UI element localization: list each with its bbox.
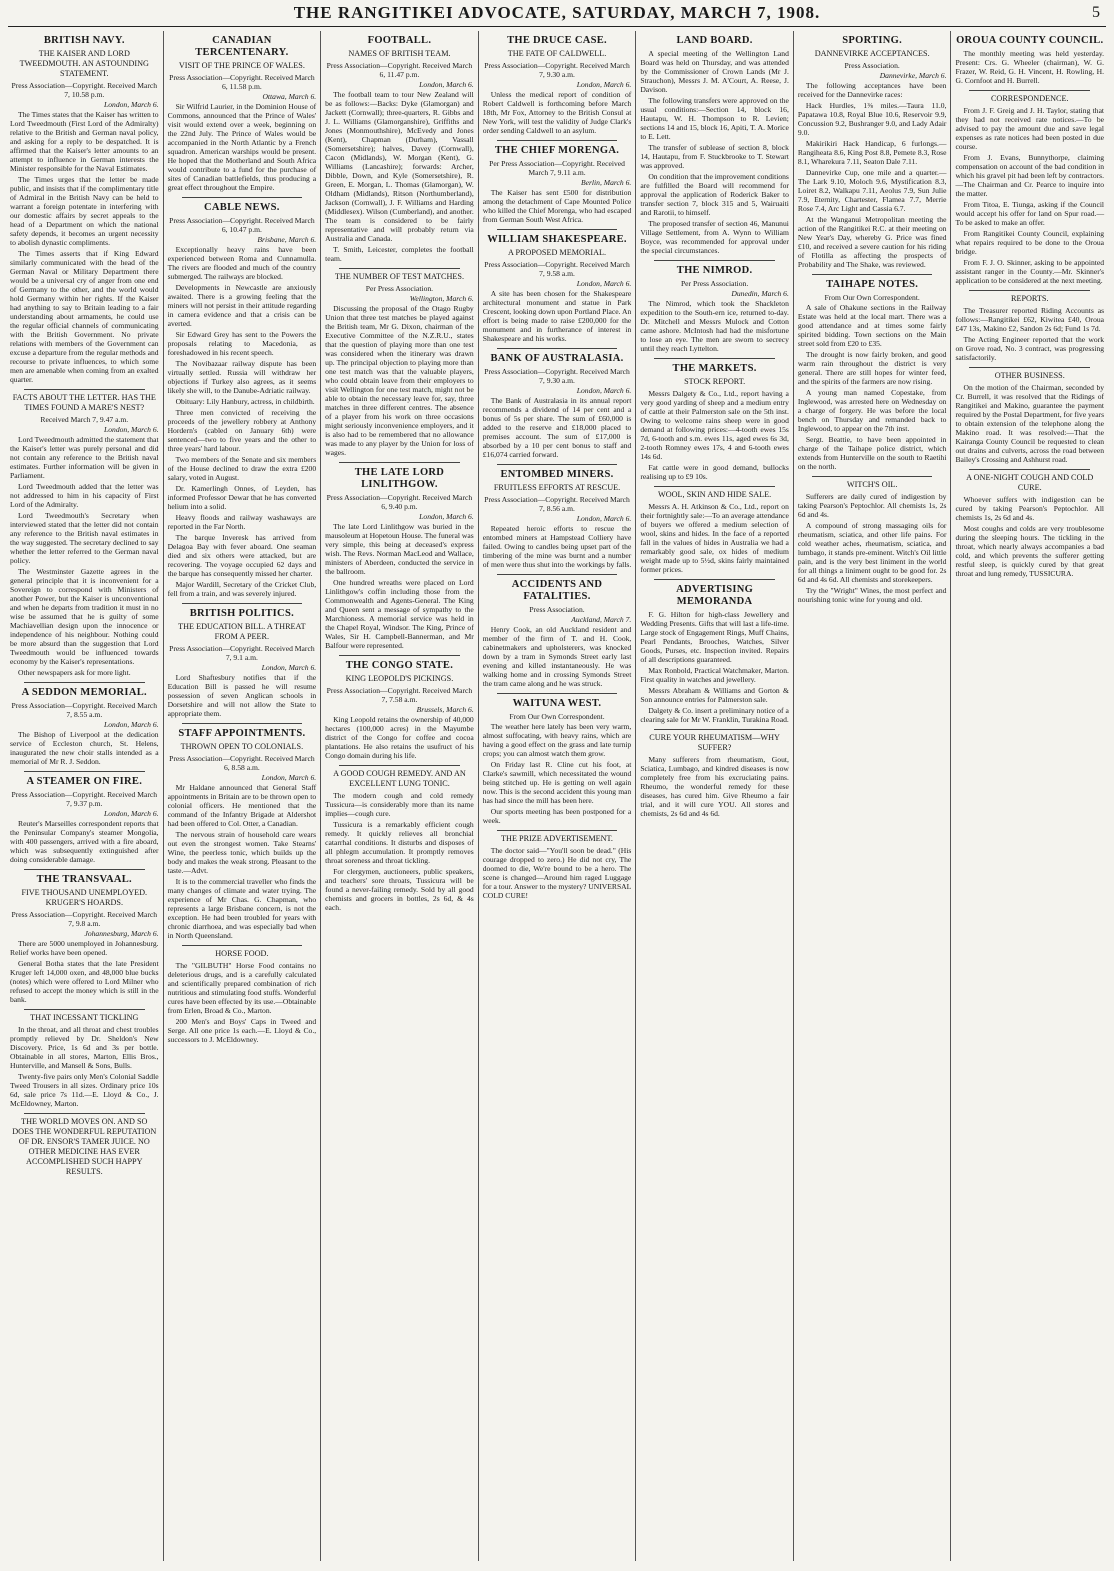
article-paragraph: Sir Wilfrid Laurier, in the Dominion House of Commons, announced that the Prince of Wales' visit would extend over a week, beginning on the 22nd July. The Prince of Wales would be accompanied in the North Atlantic by a French squadron. American warships would be present. He hoped that the Motherland and South Africa would contribute to a fund for the purchase of sites of Canadian battlefields, thus producing a great effect throughout the Empire. [167, 102, 317, 192]
divider-rule [812, 476, 933, 477]
article [10, 771, 159, 864]
divider-rule [654, 579, 775, 580]
article-paragraph: Lord Shaftesbury notifies that if the Education Bill is passed he will resume possession of seven Anglican schools in Dorsetshire and will not allow the State to appropriate them. [167, 673, 317, 718]
article-headline: THE CONGO STATE. [345, 660, 454, 671]
article-headline: CABLE NEWS. [204, 202, 280, 213]
article-paragraph: The Treasurer reported Riding Accounts as follows:—Rangitikei £62, Kiwitea £40, Oroua £47 13s, Makino £2, Sandon 2s 6d; Fund 1s 7d. [955, 306, 1105, 333]
article-subheading: OTHER BUSINESS. [994, 371, 1065, 380]
article [483, 35, 632, 135]
column-5 [636, 31, 794, 1561]
divider-rule [497, 693, 618, 694]
article [955, 90, 1104, 285]
article-dateline: London, March 6. [104, 425, 159, 434]
article-paragraph: Obituary: Lily Hanbury, actress, in childbirth. [175, 397, 315, 406]
article-credit: Press Association—Copyright. Received March 6, 10.47 p.m. [169, 216, 315, 234]
article [168, 603, 317, 718]
article-headline: OROUA COUNTY COUNCIL. [956, 35, 1104, 46]
article-paragraph: The weather here lately has been very warm, almost suffocating, with heavy rains, which are having a good effect on the grass and late turnip crops; you can almost watch them grow. [482, 722, 632, 758]
article [168, 35, 317, 192]
article-dateline: Auckland, March 7. [571, 615, 632, 624]
article-credit: Press Association—Copyright. Received March 7, 9.37 p.m. [11, 790, 158, 808]
divider-rule [654, 729, 775, 730]
article-headline: BANK OF AUSTRALASIA. [490, 353, 624, 364]
divider-rule [182, 723, 303, 724]
article [483, 348, 632, 459]
article-subheading: THE PRIZE ADVERTISEMENT. [501, 834, 613, 843]
article-headline: ACCIDENTS AND FATALITIES. [511, 579, 603, 602]
article-paragraph: Lord Tweedmouth added that the letter was not addressed to him in his capacity of First Lord of the Admiralty. [10, 482, 159, 509]
article-subheading: CORRESPONDENCE. [990, 94, 1069, 103]
article-paragraph: Messrs Abraham & Williams and Gorton & Son announce entries for Palmerston sale. [640, 686, 789, 704]
article-subheading: VISIT OF THE PRINCE OF WALES. [178, 61, 305, 70]
article-paragraph: Most coughs and colds are very troublesome during the sleeping hours. The tickling in the throat, which nearly always accompanies a bad cold, and which prevents the sufferer getting restful sleep, is quickly cured by that great throat and lung remedy, TUSSICURA. [955, 524, 1105, 578]
divider-rule [812, 274, 933, 275]
article-paragraph: The late Lord Linlithgow was buried in the mausoleum at Hopetoun House. The funeral was very simple, this being at deceased's express wish. The Revs. Norman MacLeod and Wallace, ministers of Aberdeen, conducted the service in the ballroom. [325, 522, 474, 576]
divider-rule [497, 229, 618, 230]
article-headline: ADVERTISING MEMORANDA [676, 584, 754, 607]
article-credit: Press Association—Copyright. Received March 6, 11.58 p.m. [169, 73, 315, 91]
divider-rule [24, 682, 145, 683]
article-paragraph: Sergt. Beattie, to have been appointed in charge of the Taihape police district, which extends from Hunterville on the south to Raetihi on the north. [797, 435, 947, 471]
article [10, 1009, 159, 1108]
article-headline: THE TRANSVAAL. [36, 874, 132, 885]
article-credit: Press Association—Copyright. Received March 7, 9.8 a.m. [11, 910, 158, 928]
article-paragraph: Heavy floods and railway washaways are reported in the Far North. [167, 513, 317, 531]
article-headline: WAITUNA WEST. [512, 698, 602, 709]
article-subheading: KING LEOPOLD'S PICKINGS. [345, 674, 454, 683]
article-paragraph: For clergymen, auctioneers, public speakers, and teachers' sore throats, Tussicura will be found a never-failing remedy. Sold by all good chemists and grocers in bottles, 2s 6d, & 4s each. [325, 867, 474, 912]
article-subheading: CURE YOUR RHEUMATISM—WHY SUFFER? [649, 733, 780, 752]
article-paragraph: The Nimrod, which took the Shackleton expedition to the South-ern ice, returned to-day. Dr. Mitchell and Messrs Mulock and Cotton came ashore. McIntosh had had the misfortune to lose an eye. The men are sworn to secrecy until they reach Lyttelton. [640, 299, 789, 353]
article-dateline: London, March 6. [576, 80, 632, 89]
article-paragraph: T. Smith, Leicester, completes the football team. [325, 245, 474, 263]
article-paragraph: Whoever suffers with indigestion can be cured by taking Pearson's Peptochlor. All chemists 1s, 2s 6d and 4s. [955, 495, 1105, 522]
divider-rule [497, 464, 618, 465]
article-credit: Press Association—Copyright. Received March 7, 9.1 a.m. [169, 644, 315, 662]
article-paragraph: Repeated heroic efforts to rescue the entombed miners at Hampstead Colliery have failed. Owing to candles being upset part of the timbering of the mine was burnt and a number of men were thus shut into the workings by falls. [482, 524, 632, 569]
article-paragraph: The Times states that the Kaiser has written to Lord Tweedmouth (First Lord of the Admiralty) relative to the British and German naval policy, and asking for a reply to be despatched. It is affirmed that the Kaiser's letter amounts to an attempt to influence in German interests the Minister responsible for the Naval Estimates. [10, 110, 159, 173]
article-subheading: HORSE FOOD. [215, 949, 269, 958]
article-credit: Press Association—Copyright. Received March 7, 8.55 a.m. [11, 701, 158, 719]
divider-rule [24, 389, 145, 390]
article-subheading: A PROPOSED MEMORIAL. [508, 248, 607, 257]
article-paragraph: Sufferers are daily cured of indigestion by taking Pearson's Peptochlor. All chemists 1s, 2s 6d and 4s. [797, 492, 947, 519]
article [483, 830, 632, 900]
divider-rule [24, 1009, 145, 1010]
article-dateline: London, March 6. [104, 809, 159, 818]
article-subheading: NAMES OF BRITISH TEAM. [348, 49, 451, 58]
column-3 [321, 31, 479, 1561]
article-paragraph: The doctor said—"You'll soon be dead." (His courage dropped to zero.) He did not cry, The doomed to die, We're bound to be a hero. The scene is changed—Around him raged Luggage for a tour. Answer to the mystery? UNIVERSAL COLD CURE! [482, 846, 632, 900]
article-headline: THE LATE LORD LINLITHGOW. [354, 467, 445, 490]
divider-rule [339, 765, 460, 766]
article-paragraph: The Westminster Gazette agrees in the general principle that it is inconvenient for a Sovereign to correspond with Ministers of another Power, but the Kaiser is unconventional and when he departs from tradition it must in no wise be assumed that he is guilty of some Machiavellian design upon the innocence or independence of his neighbour. Nothing could be more absurd than the suggestion that Lord Tweedmouth would be influenced towards economy by the Kaiser's representations. [10, 567, 159, 666]
article-headline: LAND BOARD. [676, 35, 753, 46]
article-credit: Press Association—Copyright. Received March 7, 9.58 a.m. [484, 260, 630, 278]
article-subheading: WITCH'S OIL. [846, 480, 898, 489]
article-paragraph: From Titoa, E. Tiunga, asking if the Council would accept his offer for land on Spur road.—To be asked to make an offer. [955, 200, 1105, 227]
article [798, 476, 947, 604]
article-paragraph: In the throat, and all throat and chest troubles promptly relieved by Dr. Sheldon's New Discovery. Price, 1s 6d and 3s per bottle. Obtainable in all stores, Marton, Ellis Bros., Hunterville, and Mansell & Sons, Bulls. [10, 1025, 159, 1070]
article [10, 35, 159, 384]
article-paragraph: Three men convicted of receiving the proceeds of the jewellery robbery at Anthony Hordern's (cabled on January 6th) were sentenced—two to five years and the other to three years' hard labour. [167, 408, 317, 453]
article-headline: STAFF APPOINTMENTS. [178, 728, 306, 739]
article-headline: WILLIAM SHAKESPEARE. [487, 234, 627, 245]
article-paragraph: The Times asserts that if King Edward similarly communicated with the head of the German Naval or Military Department there would be a universal cry of anger from one end of Germany to the other, and the world would hold Germany within her rights. If the Kaiser had anything to say to Britain leading to a fair understanding about armaments, he could use the regular official channels of communicating with the British Government. No private relations with members of the Government can excuse a departure from the regular methods and recourse to private influences, to which some men are amenable when coming from an exalted quarter. [10, 249, 159, 384]
article-paragraph: Other newspapers ask for more light. [18, 668, 131, 677]
article-subheading: REPORTS. [1011, 294, 1049, 303]
article [955, 290, 1104, 362]
article-credit: Per Press Association. [680, 279, 749, 288]
article [10, 389, 159, 677]
divider-rule [654, 260, 775, 261]
article-paragraph: One hundred wreaths were placed on Lord Linlithgow's coffin including those from the Commonwealth and Agents-General. The King and Queen sent a message of sympathy to the Marchioness. A memorial service was held in the Chapel Royal, Windsor. The King, Prince of Wales, Sir H. Campbell-Bannerman, and Mr Balfour were represented. [325, 578, 474, 650]
article-dateline: London, March 6. [576, 386, 632, 395]
article-headline: FOOTBALL. [367, 35, 432, 46]
article [168, 197, 317, 598]
article-paragraph: Messrs Dalgety & Co., Ltd., report having a very good yarding of sheep and a medium entry of cattle at their Palmerston sale on the 5th inst. Owing to welcome rains sheep were in good demand at following prices:—4-tooth ewes 15s 7d, 6-tooth and s.m. ewes 11s, aged ewes 6s 3d, 2-tooth Romney ewes 17s, 4 and 6-tooth ewes 14s 6d. [640, 389, 789, 461]
article-paragraph: The drought is now fairly broken, and good warm rain throughout the district is very general. There are still hopes for winter feed, and the spirits of the farmers are now rising. [797, 350, 947, 386]
article-paragraph: Henry Cook, an old Auckland resident and member of the firm of T. and H. Cook, cabinetmakers and upholsterers, was knocked down by a tram in Symonds Street early last evening and killed instantaneously. He was walking home and in crossing Symonds Street the tram came along and he was struck. [482, 625, 632, 688]
divider-rule [24, 771, 145, 772]
divider-rule [497, 830, 618, 831]
article-paragraph: At the Wanganui Metropolitan meeting the action of the Rangitikei R.C. at their meeting on New Year's Day, whereby G. Price was fined £10, and received a severe caution for his riding of Flotilla as affecting the prospects of Probability and The Shake, was reviewed. [797, 215, 947, 269]
article-paragraph: The Bishop of Liverpool at the dedication service of Eccleston church, St. Helens, inaugurated the new choir stalls intended as a memorial of Mr R. J. Seddon. [10, 730, 159, 766]
article-paragraph: From Rangitikei County Council, explaining what repairs required to be done to the Oroua bridge. [955, 229, 1105, 256]
divider-rule [339, 268, 460, 269]
article [955, 469, 1104, 578]
article-paragraph: Dannevirke Cup, one mile and a quarter.—The Lark 9.10, Moloch 9.6, Mystification 8.3, Loiret 8.2, Walkapu 7.11, Aeolus 7.9, Sun Julie 7.9, Eternity, Chartester, Flamea 7.7, Merrie Rose 7.4, Arc Light and Cassia 6.7. [797, 168, 947, 213]
article-dateline: Wellington, March 6. [409, 294, 474, 303]
article-credit: From Our Own Correspondent. [824, 293, 920, 302]
article-paragraph: A young man named Copestake, from Inglewood, was arrested here on Wednesday on a charge of forgery. He was before the local bench on Thursday and remanded back to Inglewood, to appear on the 7th inst. [797, 388, 947, 433]
article-dateline: London, March 6. [419, 512, 474, 521]
article-paragraph: Messrs A. H. Atkinson & Co., Ltd., report on their fortnightly sale:—To an average attendance of buyers we offered a medium selection of wool, skins and hides. In the face of a reported fall in the values of hides in Australia we had a remarkably good sale, ox hides of medium weight made up to 5½d, skins fairly maintained former prices. [640, 502, 789, 574]
article-credit: Received March 7, 9.47 a.m. [40, 415, 129, 424]
article-subheading: DANNEVIRKE ACCEPTANCES. [814, 49, 930, 58]
article-paragraph: From J. F. Greig and J. H. Taylor, stating that they had not received rate notices.—To be advised to pay the amount due and save legal expenses as rate notices had been posted in due course. [955, 106, 1105, 151]
article [325, 655, 474, 760]
divider-rule [969, 367, 1090, 368]
article-dateline: London, March 6. [576, 514, 632, 523]
article-dateline: London, March 6. [261, 663, 317, 672]
article-paragraph: A special meeting of the Wellington Land Board was held on Thursday, and was attended by the Commissioner of Crown Lands (Mr J. Strauchon), Messrs J. M. A'Court, A. Reese, J. Davison. [640, 49, 789, 94]
article-paragraph: Sir Edward Grey has sent to the Powers the proposals relating to Macedonia, as foreshadowed in his recent speech. [167, 330, 317, 357]
article-paragraph: F. G. Hilton for high-class Jewellery and Wedding Presents. Gifts that will last a life-time. Large stock of Engagement Rings, Muff Chains, Pearl Pendants, Brooches, Watches, Silver Goods, Purses, etc. Inspection invited. Repairs of all descriptions guaranteed. [640, 610, 789, 664]
article-paragraph: Discussing the proposal of the Otago Rugby Union that three test matches be played against the British team, Mr G. Dixon, chairman of the Executive Committee of the N.Z.R.U., states that the question of playing more than one test was considered when the itinerary was drawn up. The principal objection to playing more than one test match was that the valuable players, who could obtain leave from their employers to visit Wellington for one test match, might not be able to obtain the necessary leave for, say, three matches in three different centres. The absence of a player from his work on three occasions might seriously inconvenience employers, and it is also had to be remembered that no allowance was made to any player by the Union for loss of wages. [325, 304, 474, 457]
article-credit: Press Association—Copyright. Received March 7, 10.58 p.m. [11, 81, 158, 99]
article [798, 35, 947, 269]
column-6 [794, 31, 952, 1561]
article-dateline: Brisbane, March 6. [257, 235, 317, 244]
article-paragraph: General Botha states that the late President Kruger left 14,000 oxen, and 48,000 blue bucks (notes) which were offered to Lord Milner who refused to accept the money which is still in the bank. [10, 959, 159, 1004]
article-paragraph: The Kaiser has sent £500 for distribution among the detachment of Cape Mounted Police who killed the Chief Morenga, who had escaped from German South West Africa. [482, 188, 632, 224]
article [640, 729, 789, 818]
article [640, 35, 789, 255]
article-credit: Press Association—Copyright. Received March 6, 8.58 a.m. [169, 754, 315, 772]
column-7 [951, 31, 1108, 1561]
article-credit: Per Press Association—Copyright. Received March 7, 9.11 a.m. [489, 159, 625, 177]
article [483, 464, 632, 569]
article [10, 1113, 159, 1177]
article-headline: THE MARKETS. [672, 363, 757, 374]
article-paragraph: A sale of Ohakune sections in the Railway Estate was held at the local mart. There was a good attendance and at times some fairly spirited bidding. Town sections on the Main street sold from £20 to £35. [797, 303, 947, 348]
article-paragraph: The transfer of sublease of section 8, block 14, Hautapu, from F. Stuckbrooke to T. Stewart was approved. [640, 143, 789, 170]
article-dateline: London, March 6. [419, 80, 474, 89]
article-paragraph: Major Wardill, Secretary of the Cricket Club, fell from a train, and was severely injured. [167, 580, 317, 598]
article-dateline: London, March 6. [576, 279, 632, 288]
article-headline: TAIHAPE NOTES. [826, 279, 919, 290]
article-subheading: THAT INCESSANT TICKLING [30, 1013, 139, 1022]
article [325, 268, 474, 457]
divider-rule [969, 290, 1090, 291]
article-subheading: THROWN OPEN TO COLONIALS. [180, 742, 304, 751]
article-headline: A STEAMER ON FIRE. [26, 776, 143, 787]
article-paragraph: The football team to tour New Zealand will be as follows:—Backs: Dyke (Glamorgan) and Jackett (Cornwall); three-quarters, R. Gibbs and J. L. Williams (Glamorganshire), Griffiths and Jones (Monmouthshire), McEvedy and Jones (Kent), Chapman (Durham), Vassall (Somersetshire); halves, Davey (Cornwall), Cacon (Midlands), W. Morgan (Kent), G. Williams (Lancashire); forwards: Archer, Dibble, Down, and Kyle (Somersetshire), R. Green, E. Morgan, L. Thomas (Glamorgan), W. Oldham (Midlands), Ritson (Northumberland), Jackson (Cornwall), J. F. Williams and Harding (Middlesex). Wilson (Cumberland), and another. The team is considered to be fairly representative and will probably return via Australia and Canada. [325, 90, 474, 243]
article-headline: THE CHIEF MORENGA. [494, 145, 620, 156]
article-paragraph: Lord Tweedmouth's Secretary when interviewed stated that the letter did not contain any reference to the British naval estimates in the way suggested. The secretary declined to say whether the letter referred to the German naval policy. [10, 511, 159, 565]
article-subheading: THE KAISER AND LORD TWEEDMOUTH. AN ASTOUNDING STATEMENT. [19, 49, 149, 78]
article-paragraph: Twenty-five pairs only Men's Colonial Saddle Tweed Trousers in all sizes. Ordinary price 10s 6d, sale price 7s 11d.—E. Lloyd & Co., J. McEldowney, Marton. [10, 1072, 159, 1108]
article-paragraph: The modern cough and cold remedy Tussicura—is considerably more than its name implies—cough cure. [325, 791, 474, 818]
article [640, 260, 789, 353]
article-paragraph: It is to the commercial traveller who finds the many changes of climate and water trying. The experience of Mr Chas. G. Chapman, who represents a large Brisbane concern, is not the exception. He had been troubled for years with chronic diarrhoea, and was especially bad when in North Queensland. [167, 877, 317, 940]
article-paragraph: The Bank of Australasia in its annual report recommends a dividend of 14 per cent and a bonus of 5s per share. The sum of £60,000 is added to the reserve and £18,000 placed to premises account. The sum of £17,000 is absorbed by a 10 per cent bonus to staff and £16,074 carried forward. [482, 396, 632, 459]
divider-rule [654, 486, 775, 487]
article-subheading: FACTS ABOUT THE LETTER. HAS THE TIMES FOUND A MARE'S NEST? [12, 393, 156, 412]
divider-rule [497, 574, 618, 575]
article-credit: Press Association—Copyright. Received March 7, 7.58 a.m. [326, 686, 473, 704]
article [325, 765, 474, 912]
divider-rule [182, 603, 303, 604]
article-credit: Press Association—Copyright. Received March 7, 9.30 a.m. [484, 61, 630, 79]
article-subheading: THE WORLD MOVES ON. AND SO DOES THE WONDERFUL REPUTATION OF DR. ENSOR'S TAMER JUICE. NO OTHER MEDICINE HAS EVER ACCOMPLISHED SUCH HAPPY RESULTS. [12, 1117, 157, 1176]
article-subheading: THE FATE OF CALDWELL. [507, 49, 607, 58]
article-paragraph: Exceptionally heavy rains have been experienced between Roma and Cunnamulla. The rivers are flooded and much of the country submerged. The railways are blocked. [167, 245, 317, 281]
article [798, 274, 947, 471]
article-paragraph: The nervous strain of household care wears out even the strongest women. Take Stearns' Wine, the peerless tonic, which builds up the body and makes the weak strong. Pleasant to the taste.—Advt. [167, 830, 317, 875]
article [10, 682, 159, 766]
article-subheading: WOOL, SKIN AND HIDE SALE. [657, 490, 772, 499]
article-dateline: London, March 6. [104, 720, 159, 729]
divider-rule [497, 348, 618, 349]
article-headline: A SEDDON MEMORIAL. [21, 687, 147, 698]
article-paragraph: From J. Evans, Bunnythorpe, claiming compensation on account of the bad condition in which his gravel pit had been left by contractors.—The Chairman and Cr. Pearce to inquire into the matter. [955, 153, 1105, 198]
article-subheading: THE NUMBER OF TEST MATCHES. [334, 272, 464, 281]
article-subheading: FRUITLESS EFFORTS AT RESCUE. [493, 483, 621, 492]
article-paragraph: Dr. Kamerlingh Onnes, of Leyden, has informed Professor Dewar that he has converted helium into a solid. [167, 484, 317, 511]
divider-rule [24, 1113, 145, 1114]
article-paragraph: Our sports meeting has been postponed for a week. [482, 807, 632, 825]
article-paragraph: Developments in Newcastle are anxiously awaited. There is a growing feeling that the miners will not persist in their attitude regarding in camera evidence and that a crisis can be averted. [167, 283, 317, 328]
article-paragraph: Lord Tweedmouth admitted the statement that the Kaiser's letter was purely personal and did not contain any reference to the British naval estimates. Further information will be given in Parliament. [10, 435, 159, 480]
article [640, 579, 789, 724]
article [483, 140, 632, 224]
article-dateline: Ottawa, March 6. [262, 92, 317, 101]
article-paragraph: King Leopold retains the ownership of 40,000 hectares (100,000 acres) in the Mayumbe district of the Congo for coffee and cocoa plantations. He also retains the usufruct of his Congo domain during his life. [325, 715, 474, 760]
page-number: 5 [1092, 4, 1100, 21]
article [955, 35, 1104, 85]
article [483, 693, 632, 825]
divider-rule [339, 462, 460, 463]
article-paragraph: Mr Haldane announced that General Staff appointments in Britain are to be thrown open to colonial officers. He mentioned that the command of the Infantry Brigade at Aldershot had been offered to Col. Otter, a Canadian. [167, 783, 317, 828]
article-subheading: A GOOD COUGH REMEDY. AND AN EXCELLENT LUNG TONIC. [333, 769, 466, 788]
article-paragraph: On Friday last R. Cline cut his foot, at Clarke's sawmill, which necessitated the wound being stitched up. He is getting on well again now. This is the second accident this young man has had since the mill has been here. [482, 760, 632, 805]
article-credit: From Our Own Correspondent. [509, 712, 605, 721]
article-subheading: STOCK REPORT. [684, 377, 746, 386]
article [955, 367, 1104, 464]
article-paragraph: A compound of strong massaging oils for rheumatism, sciatica, and other life pains. For cold weather aches, rheumatism, sciatica, and lumbago, it stands pre-eminent. Witch's Oil little pain, and is the very best liniment in the world for all things a liniment ought to be good for. 2s 6d and 4s 6d. All chemists and storekeepers. [797, 521, 947, 584]
divider-rule [339, 655, 460, 656]
article [168, 945, 317, 1044]
article-paragraph: On condition that the improvement conditions are fulfilled the Board will recommend for approval the application of Roderick Baker to transfer section 7, block 315 and 5, Wairuaiti and Rarotii, to himself. [640, 172, 789, 217]
newspaper-title: THE RANGITIKEI ADVOCATE, SATURDAY, MARCH 7, 1908. [293, 3, 821, 22]
article-paragraph: Try the "Wright" Wines, the most perfect and nourishing tonic wine for young and old. [797, 586, 947, 604]
article [483, 574, 632, 688]
article-paragraph: The Novibazaar railway dispute has been virtually settled. Russia will withdraw her objections if Turkey also agrees, as it seems likely she will, to the Danube-Adriatic railway. [167, 359, 317, 395]
article [483, 229, 632, 343]
article-credit: Press Association. [529, 605, 585, 614]
columns-container [6, 31, 1108, 1561]
article-paragraph: The monthly meeting was held yesterday. Present: Crs. G. Wheeler (chairman), W. G. Frazer, W. Reid, G. H. Vincent, H. Rowling, H. G. Cornfoot and H. Burrell. [955, 49, 1105, 85]
article-dateline: Berlin, March 6. [580, 178, 632, 187]
article-credit: Press Association. [844, 61, 900, 70]
article-credit: Press Association—Copyright. Received March 7, 8.56 a.m. [484, 495, 630, 513]
article [10, 869, 159, 1004]
article-paragraph: The Acting Engineer reported that the work on Grove road, No. 3 contract, was progressing satisfactorily. [955, 335, 1105, 362]
article-paragraph: Dalgety & Co. insert a preliminary notice of a clearing sale for Mr W. Franklin, Turakina Road. [640, 706, 789, 724]
article-headline: THE DRUCE CASE. [507, 35, 607, 46]
article-headline: BRITISH POLITICS. [189, 608, 295, 619]
article-dateline: Brussels, March 6. [416, 705, 474, 714]
divider-rule [969, 90, 1090, 91]
article-paragraph: Reuter's Marseilles correspondent reports that the Peninsular Company's steamer Mongolia, with 400 passengers, arrived with a fire aboard, which was subsequently extinguished after doing considerable damage. [10, 819, 159, 864]
article-paragraph: The following transfers were approved on the usual conditions:—Section 14, block 16, Hautapu, W. H. Thompson to R. Levien; sections 14 and 15, block 16, Apiti, T. A. Morice to E. Lett. [640, 96, 789, 141]
article-credit: Press Association—Copyright. Received March 6, 9.40 p.m. [326, 493, 473, 511]
article [640, 358, 789, 481]
article-credit: Per Press Association. [365, 284, 434, 293]
article-paragraph: Makirikiri Hack Handicap, 6 furlongs.—Rangiheata 8.6, King Post 8.8, Pemete 8.3, Rose 8.1, Wharekura 7.11, Seaton Dale 7.11. [797, 139, 947, 166]
article-subheading: A ONE-NIGHT COUGH AND COLD CURE. [966, 473, 1094, 492]
article-paragraph: 200 Men's and Boys' Caps in Tweed and Serge. All one price 1s each.—E. Lloyd & Co., successors to J. McEldowney. [167, 1017, 317, 1044]
article-paragraph: The following acceptances have been received for the Dannevirke races: [797, 81, 947, 99]
article-headline: ENTOMBED MINERS. [500, 469, 614, 480]
article-dateline: Johannesburg, March 6. [84, 929, 159, 938]
article-paragraph: Many sufferers from rheumatism, Gout, Sciatica, Lumbago, and kindred diseases is now completely free from his excruciating pains. Rheumo, the wonderful remedy for these diseases, has cured him. Give Rheumo a fair trial, and it will cure YOU. All stores and chemists, 2s 6d and 4s 6d. [640, 755, 789, 818]
article-paragraph: There are 5000 unemployed in Johannesburg. Relief works have been opened. [10, 939, 159, 957]
article-credit: Press Association—Copyright. Received March 6, 11.47 p.m. [326, 61, 473, 79]
masthead [8, 0, 1106, 27]
article-credit: Press Association—Copyright. Received March 7, 9.30 a.m. [484, 367, 630, 385]
article-paragraph: Max Ronbold, Practical Watchmaker, Marton. First quality in watches and jewellery. [640, 666, 789, 684]
divider-rule [654, 358, 775, 359]
divider-rule [497, 140, 618, 141]
article-paragraph: Hack Hurdles, 1⅜ miles.—Taura 11.0, Papatawa 10.8, Royal Blue 10.6, Reservoir 9.9, Concussion 9.2, Bushranger 9.0, and Lady Adair 9.0. [797, 101, 947, 137]
article-headline: BRITISH NAVY. [43, 35, 125, 46]
article-headline: THE NIMROD. [676, 265, 753, 276]
divider-rule [969, 469, 1090, 470]
article-dateline: Dunedin, March 6. [731, 289, 789, 298]
article-dateline: London, March 6. [261, 773, 317, 782]
article-paragraph: A site has been chosen for the Shakespeare architectural monument and statue in Park Crescent, looking down upon Portland Place. An effort is being made to raise £200,000 for the monument and in furtherance of interest in Shakespeare and his works. [482, 289, 632, 343]
column-1 [6, 31, 164, 1561]
article-headline: CANADIAN TERCENTENARY. [195, 35, 289, 58]
article [325, 462, 474, 650]
article-paragraph: From F. J. O. Skinner, asking to be appointed assistant ranger in the County.—Mr. Skinner's application to be considered at the next meeting. [955, 258, 1105, 285]
divider-rule [182, 197, 303, 198]
article-dateline: Dannevirke, March 6. [879, 71, 947, 80]
article-subheading: THE EDUCATION BILL. A THREAT FROM A PEER. [178, 622, 306, 641]
divider-rule [24, 869, 145, 870]
article [168, 723, 317, 940]
article-subheading: FIVE THOUSAND UNEMPLOYED. KRUGER'S HOARDS. [21, 888, 148, 907]
divider-rule [182, 945, 303, 946]
article-paragraph: Unless the medical report of condition of Robert Caldwell is forthcoming before March 18th, Mr Fox, Attorney to the British Consul at New York, will test the validity of Judge Clark's order sending Caldwell to an asylum. [482, 90, 632, 135]
article-paragraph: Fat cattle were in good demand, bullocks realising up to £9 10s. [640, 463, 789, 481]
article-paragraph: The barque Inveresk has arrived from Delagoa Bay with fever aboard. One seaman died and six others were attacked, but are recovering. The voyage occupied 62 days and the barque has consequently missed her charter. [167, 533, 317, 578]
article-paragraph: Tussicura is a remarkably efficient cough remedy. It quickly relieves all bronchial catarrhal conditions. It disturbs and disposes of all phlegm accumulation. It promptly removes throat soreness and throat tickling. [325, 820, 474, 865]
article-paragraph: Two members of the Senate and six members of the House declined to draw the extra £200 salary, voted in August. [167, 455, 317, 482]
article-paragraph: On the motion of the Chairman, seconded by Cr. Burrell, it was resolved that the Ridings of Rangitikei and Makino, guarantee the payment required by the Postal Department, for five years to obtain extension of the telephone along the Makino road. It was resolved:—That the Kairanga County Council be requested to clean out drains and culverts, across the road between Bailey's Crossing and Ashhurst road. [955, 383, 1105, 464]
article [640, 486, 789, 574]
article [325, 35, 474, 263]
article-dateline: London, March 6. [104, 100, 159, 109]
article-paragraph: The Times urges that the letter be made public, and insists that if the complimentary title of Admiral in the British Navy can be held to warrant a foreign potentate in interfering with our domestic affairs by secret appeals to the head of a Department on which the national safety depends, it becomes an urgent necessity to abolish dynastic compliments. [10, 175, 159, 247]
article-paragraph: The proposed transfer of section 46, Manunui Village Settlement, from A. Wynn to William Boyce, was recommended for approval under the special circumstances. [640, 219, 789, 255]
article-paragraph: The "GILBUTH" Horse Food contains no deleterious drugs, and is a carefully calculated and scientifically prepared combination of rich nutritious and stimulating food stuffs. Wonderful cures have been effected by its use.—Obtainable from Erlen, Broad & Co., Marton. [167, 961, 317, 1015]
column-2 [164, 31, 322, 1561]
article-headline: SPORTING. [842, 35, 903, 46]
column-4 [479, 31, 637, 1561]
